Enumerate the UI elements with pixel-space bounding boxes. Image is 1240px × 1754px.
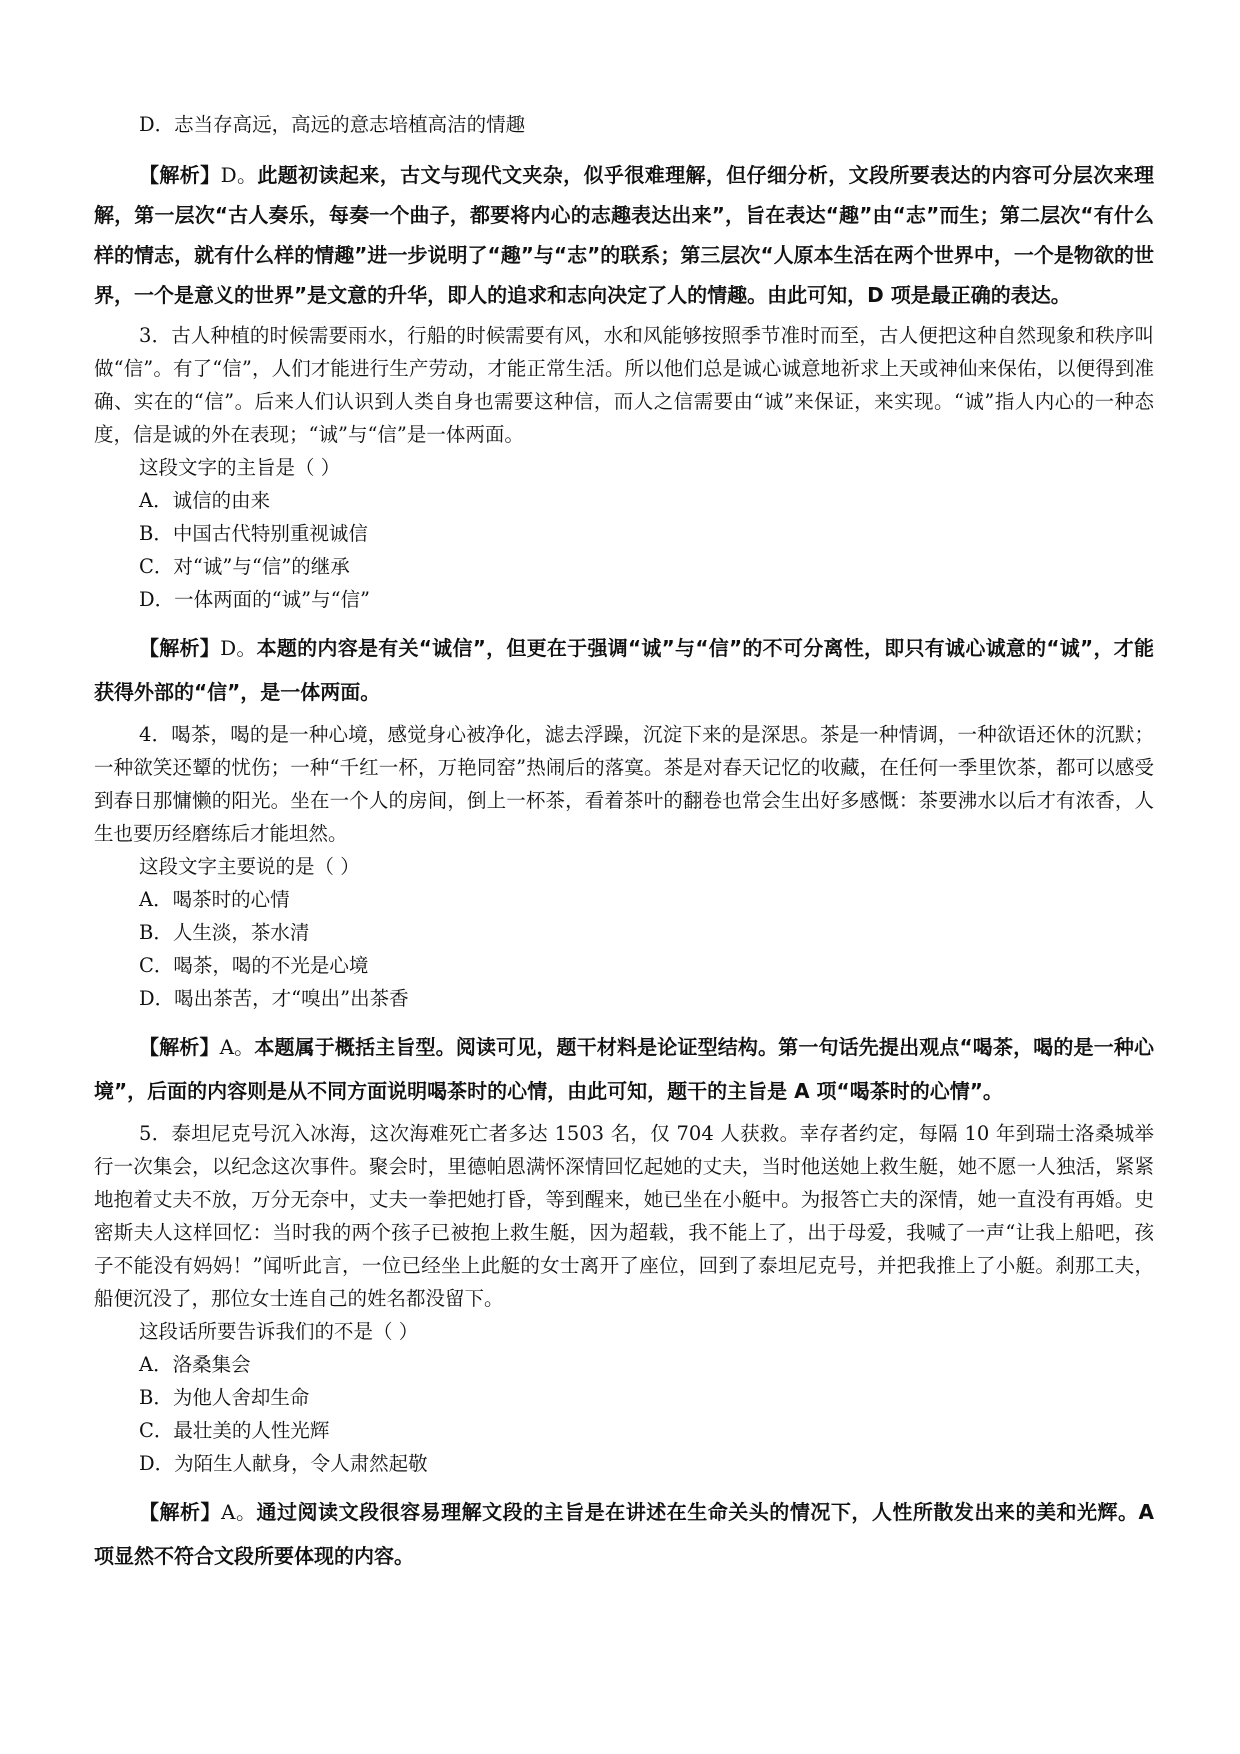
analysis-text: 此题初读起来，古文与现代文夹杂，似乎很难理解，但仔细分析，文段所要表达的内容可分层次来理解，第一层次“古人奏乐，每奏一个曲子，都要将内心的志趣表达出来”，旨在表达“趣”由“志”而生；第二层次“有什么样的情志，就有什么样的情趣”进一步说明了“趣”与“志”的联系；第三层次“人原本生活在两个世界中，一个是物欲的世界，一个是意义的世界”是文意的升华，即人的追求和志向决定了人的情趣。由此可知，D 项是最正确的表达。 — [94, 163, 1155, 307]
q4-option-c: C．喝茶，喝的不光是心境 — [139, 954, 369, 977]
q5-question: 这段话所要告诉我们的不是（ ） — [139, 1320, 419, 1343]
q5-option-a: A．洛桑集会 — [139, 1353, 251, 1376]
q5-option-d: D．为陌生人献身，令人肃然起敬 — [139, 1452, 428, 1475]
q5-option-b: B．为他人舍却生命 — [139, 1386, 310, 1409]
q3-option-a: A．诚信的由来 — [139, 489, 271, 512]
analysis-answer: A。 — [221, 1500, 257, 1524]
analysis-answer: D。 — [220, 163, 258, 187]
q3-question: 这段文字的主旨是（ ） — [139, 456, 341, 479]
analysis-tag: 【解析】 — [139, 163, 221, 187]
q4-stem: 4．喝茶，喝的是一种心境，感觉身心被净化，滤去浮躁，沉淀下来的是深思。茶是一种情调，一种欲语还休的沉默；一种欲笑还颦的忧伤；一种“千红一杯，万艳同窑”热闹后的落寞。茶是对春天记忆的收藏，在任何一季里饮茶，都可以感受到春日那慵懒的阳光。坐在一个人的房间，倒上一杯茶，看着茶叶的翻卷也常会生出好多感慨：茶要沸水以后才有浓香，人生也要历经磨练后才能坦然。 — [94, 723, 1154, 845]
analysis-tag: 【解析】 — [139, 636, 221, 660]
analysis-tag: 【解析】 — [139, 1500, 222, 1524]
analysis-text: 通过阅读文段很容易理解文段的主旨是在讲述在生命关头的情况下，人性所散发出来的美和光辉。A 项显然不符合文段所要体现的内容。 — [94, 1500, 1154, 1568]
q3-option-d: D．一体两面的“诚”与“信” — [139, 588, 371, 611]
q3-stem: 3．古人种植的时候需要雨水，行船的时候需要有风，水和风能够按照季节准时而至，古人便把这种自然现象和秩序叫做“信”。有了“信”，人们才能进行生产劳动，才能正常生活。所以他们总是诚心诚意地祈求上天或神仙来保佑，以便得到准确、实在的“信”。后来人们认识到人类自身也需要这种信，而人之信需要由“诚”来保证，来实现。“诚”指人内心的一种态度，信是诚的外在表现；“诚”与“信”是一体两面。 — [94, 324, 1154, 446]
q2-option-d: D．志当存高远，高远的意志培植高洁的情趣 — [139, 113, 526, 136]
q5-option-c: C．最壮美的人性光辉 — [139, 1419, 330, 1442]
q4-option-b: B．人生淡，茶水清 — [139, 921, 310, 944]
analysis-tag: 【解析】 — [139, 1035, 220, 1059]
q2-analysis — [94, 155, 1154, 315]
q4-option-a: A．喝茶时的心情 — [139, 888, 290, 911]
q3-option-b: B．中国古代特别重视诚信 — [139, 522, 368, 545]
q4-analysis — [94, 1025, 1154, 1113]
q4-question: 这段文字主要说的是（ ） — [139, 855, 360, 878]
analysis-answer: D。 — [220, 636, 257, 660]
analysis-text: 本题的内容是有关“诚信”，但更在于强调“诚”与“信”的不可分离性，即只有诚心诚意的“诚”，才能获得外部的“信”，是一体两面。 — [94, 636, 1155, 704]
q4-option-d: D．喝出茶苦，才“嗅出”出茶香 — [139, 987, 409, 1010]
q3-analysis — [94, 626, 1154, 714]
q3-option-c: C．对“诚”与“信”的继承 — [139, 555, 350, 578]
analysis-text: 本题属于概括主旨型。阅读可见，题干材料是论证型结构。第一句话先提出观点“喝茶，喝的是一种心境”，后面的内容则是从不同方面说明喝茶时的心情，由此可知，题干的主旨是 A 项“喝茶时的心情”。 — [94, 1035, 1154, 1103]
q5-analysis — [94, 1490, 1154, 1578]
document-page — [94, 108, 1154, 1582]
analysis-answer: A。 — [219, 1035, 255, 1059]
q5-stem: 5．泰坦尼克号沉入冰海，这次海难死亡者多达 1503 名，仅 704 人获救。幸存者约定，每隔 10 年到瑞士洛桑城举行一次集会，以纪念这次事件。聚会时，里德帕恩满怀深情回忆起她的丈夫，当时他送她上救生艇，她不愿一人独活，紧紧地抱着丈夫不放，万分无奈中，丈夫一拳把她打昏，等到醒来，她已坐在小艇中。为报答亡夫的深情，她一直没有再婚。史密斯夫人这样回忆：当时我的两个孩子已被抱上救生艇，因为超载，我不能上了，出于母爱，我喊了一声“让我上船吧，孩子不能没有妈妈！”闻听此言，一位已经坐上此艇的女士离开了座位，回到了泰坦尼克号，并把我推上了小艇。刹那工夫，船便沉没了，那位女士连自己的姓名都没留下。 — [94, 1122, 1154, 1310]
